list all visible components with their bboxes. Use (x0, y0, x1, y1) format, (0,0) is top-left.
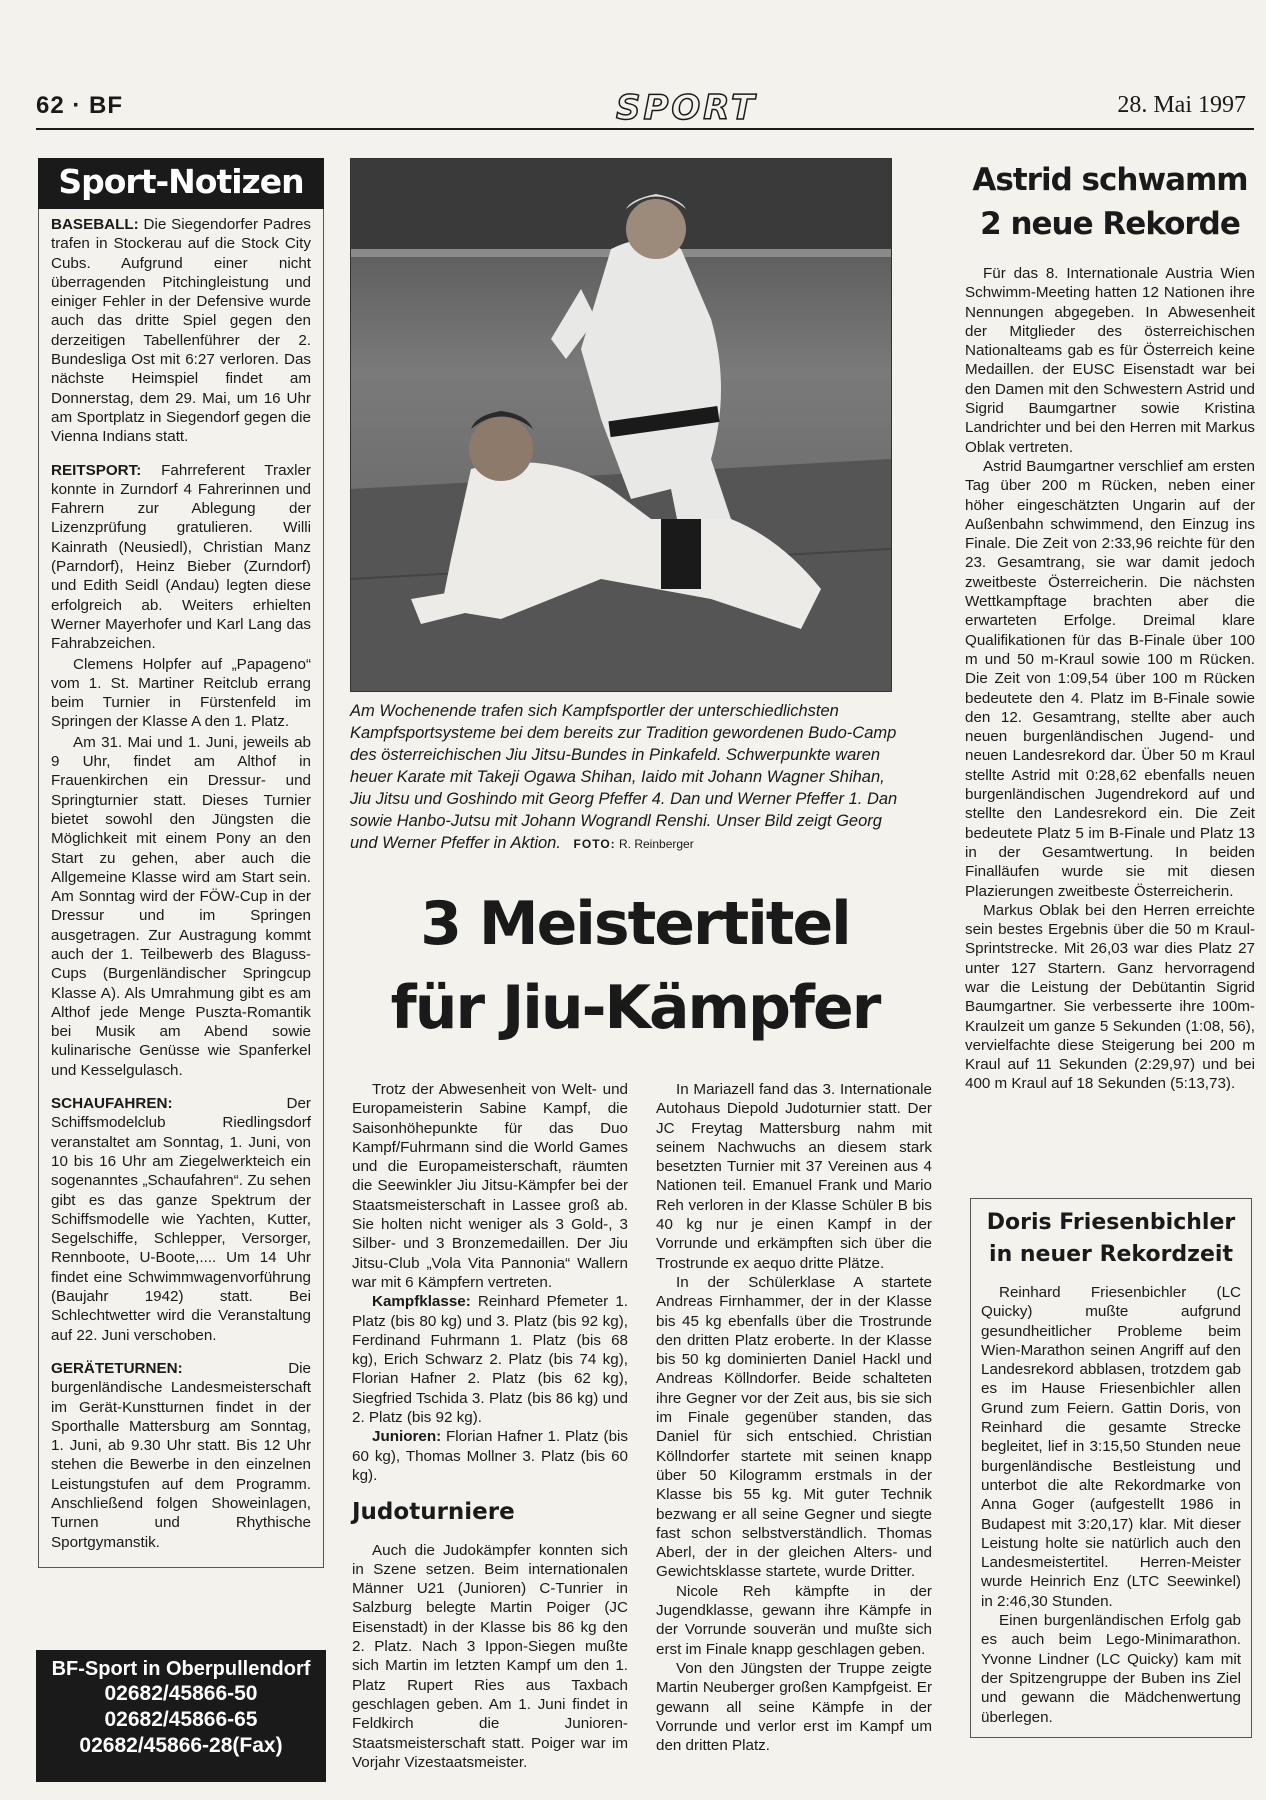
astrid-headline-line-2: 2 neue Rekorde (980, 206, 1240, 242)
doris-paragraph-2: Einen burgenländischen Erfolg gab es auch beim Lego-Minimarathon. Yvonne Lindner (LC Quicky) kam mit der Spitzengruppe der Buben ins Ziel und gewann die Mädchenwertung überlegen. (981, 1612, 1241, 1726)
kampfklasse-text: Reinhard Pfemeter 1. Platz (bis 80 kg) und 3. Platz (bis 92 kg), Ferdinand Fuhrmann 1. Platz (bis 68 kg), Erich Schwarz 2. Platz (bis 74 kg), Florian Hafner 2. Platz (bis 62 kg), Siegfried Tschida 3. Platz (bis 86 kg) und 2. Platz (bis 92 kg). (352, 1293, 628, 1427)
main-paragraph-5: Nicole Reh kämpfte in der Jugendklasse, gewann ihre Kämpfe in der Vorrunde souverän und mußte sich erst im Finale knapp geschlagen geben. (656, 1582, 932, 1658)
issue-date: 28. Mai 1997 (1117, 92, 1246, 118)
main-article-column-1 (352, 1080, 628, 1772)
reitsport-notice (51, 461, 311, 654)
astrid-article (965, 158, 1255, 1094)
astrid-body (965, 264, 1255, 1094)
main-headline-line-1: 3 Meistertitel (420, 889, 850, 959)
main-headline (340, 882, 930, 1050)
baseball-notice (51, 215, 311, 447)
doris-body (981, 1283, 1241, 1727)
baseball-text: Die Siegendorfer Padres trafen in Stockerau auf die Stock City Cubs. Aufgrund einer nicht überragenden Pitchingleistung und einiger Fehler in der Defensive wurde auch das dritte Spiel gegen den derzeitigen Tabellenführer der 2. Bundesliga Ost mit 6:27 verloren. Das nächste Heimspiel findet am Donnerstag, dem 29. Mai, um 16 Uhr am Sportplatz in Siegendorf gegen die Vienna Indians statt. (51, 216, 311, 446)
geraeteturnen-notice (51, 1359, 311, 1552)
junioren-paragraph (352, 1427, 628, 1485)
main-headline-line-2: für Jiu-Kämpfer (390, 973, 880, 1043)
doris-headline-line-1: Doris Friesenbichler (986, 1210, 1236, 1235)
caption-text: Am Wochenende trafen sich Kampfsportler der unterschiedlichsten Kampfsportsysteme bei dem bereits zur Tradition gewordenen Budo-Camp des österreichischen Jiu Jitsu-Bundes in Pinkafeld. Schwerpunkte waren heuer Karate mit Takeji Ogawa Shihan, Iaido mit Johann Wagner Shihan, Jiu Jitsu und Goshindo mit Georg Pfeffer 4. Dan und Werner Pfeffer 1. Dan sowie Hanbo-Jutsu mit Johann Wograndl Renshi. Unser Bild zeigt Georg und Werner Pfeffer in Aktion. (350, 702, 898, 852)
junioren-text: Florian Hafner 1. Platz (bis 60 kg), Thomas Mollner 3. Platz (bis 60 kg). (352, 1428, 628, 1484)
schaufahren-text: Der Schiffsmodelclub Riedlingsdorf veranstaltet am Sonntag, 1. Juni, von 10 bis 16 Uhr am Ziegelwerkteich ein sogenanntes „Schaufahren“. Zu sehen gibt es das ganze Spektrum der Schiffsmodelle wie Yachten, Kutter, Segelschiffe, Schlepper, Versorger, Rennboote, U-Boote,.... Um 14 Uhr findet eine Schwimmwagenvorführung (Baujahr 1942) statt. Bei Schlechtwetter wird die Veranstaltung auf 22. Juni verschoben. (51, 1095, 311, 1344)
reitsport-paragraph-3: Am 31. Mai und 1. Juni, jeweils ab 9 Uhr, findet am Althof in Frauenkirchen ein Dressur- und Springturnier statt. Dieses Turnier bietet sowohl den Jüngsten die Möglichkeit mit einem Pony an den Start zu gehen, aber auch die Allgemeine Klasse wird am Start sein. Am Sonntag wird der FÖW-Cup in der Dressur und im Springen ausgetragen. Zur Austragung kommt auch der 1. Teilbewerb des Blaguss-Cups (Burgenländischer Springcup Klasse A). Als Umrahmung gibt es am Althof jede Menge Puszta-Romantik bei Musik am Abend sowie kulinarische Genüsse wie Spanferkel und Kesselgulasch. (51, 733, 311, 1079)
page-header (36, 88, 1246, 128)
sport-notizen-column (38, 158, 324, 1568)
kampfklasse-paragraph (352, 1292, 628, 1427)
main-paragraph-6: Von den Jüngsten der Truppe zeigte Martin Neuberger großen Kampfgeist. Er gewann all seine Kämpfe in der Vorrunde und verlor erst im Kampf um den dritten Platz. (656, 1659, 932, 1755)
junioren-keyword: Junioren: (372, 1428, 442, 1446)
doris-headline (981, 1207, 1241, 1271)
photo-caption (350, 700, 910, 855)
contact-box (36, 1650, 326, 1782)
doris-paragraph-1: Reinhard Friesenbichler (LC Quicky) mußte aufgrund gesundheitlicher Probleme beim Wien-Marathon seinen Angriff auf den Landesrekord abblasen, trotzdem gab es im Hause Friesenbichler allen Grund zum Feiern. Gattin Doris, von Reinhard die gesamte Strecke begleitet, lief in 3:15,50 Stunden neue burgenländische Bestleistung und unterbot die alte Rekordmarke von Anna Goger (aufgestellt 1986 in Budapest mit 3:20,17) klar. Mit dieser Leistung holte sie natürlich auch den Landesmeistertitel. Herren-Meister wurde Heinrich Enz (LTC Seewinkel) in 2:46,30 Stunden. (981, 1284, 1241, 1610)
contact-title: BF-Sport in Oberpullendorf (51, 1658, 311, 1680)
photo-credit (574, 837, 694, 851)
doris-article-box (970, 1198, 1252, 1738)
section-title: SPORT (616, 88, 758, 128)
doris-headline-line-2: in neuer Rekordzeit (989, 1242, 1233, 1267)
contact-phone-1: 02682/45866-50 (104, 1682, 258, 1705)
credit-name: R. Reinberger (619, 837, 694, 851)
geraeteturnen-keyword: GERÄTETURNEN: (51, 1359, 183, 1377)
header-rule (36, 128, 1254, 130)
judoturniere-subhead: Judoturniere (352, 1499, 515, 1526)
main-article-column-2 (656, 1080, 932, 1755)
reitsport-text: Fahrreferent Traxler konnte in Zurndorf 4 Fahrerinnen und Fahrern zur Ablegung der Lizenzprüfung gratulieren. Willi Kainrath (Neusiedl), Christian Manz (Parndorf), Heinz Bieber (Zurndorf) und Edith Seidl (Andau) legten diese erfolgreich ab. Weiters erhielten Werner Mayerhofer und Karl Lang das Fahrabzeichen. (51, 461, 311, 653)
contact-fax: 02682/45866-28(Fax) (79, 1734, 283, 1757)
schaufahren-keyword: SCHAUFAHREN: (51, 1095, 173, 1113)
main-paragraph-4: In der Schülerklase A startete Andreas Firnhammer, der in der Klasse bis 45 kg ebenfalls über die Trostrunde den dritten Platz eroberte. In der Klasse bis 50 kg dominierten Daniel Hackl und Andreas Köllndorfer. Beide schalteten ihre Gegner vor der Zeit aus, bis sie sich im Finale gegenüber standen, das Daniel für sich entschied. Christian Köllndorfer startete mit seinen knapp über 50 Kilogramm erstmals in der Klasse bis 55 kg. Mit guter Technik bezwang er all seine Gegner und siegte fast schon selbstverständlich. Thomas Aberl, der in der gleichen Alters- und Gewichtsklasse startete, wurde Dritter. (656, 1273, 932, 1581)
sport-notizen-title: Sport-Notizen (38, 158, 324, 209)
reitsport-keyword: REITSPORT: (51, 461, 142, 479)
photo-illustration (351, 159, 891, 691)
reitsport-paragraph-2: Clemens Holpfer auf „Papageno“ vom 1. St. Martiner Reitclub errang beim Turnier in Fürstenfeld im Springen der Klasse A den 1. Platz. (51, 655, 311, 731)
main-paragraph-2: Auch die Judokämpfer konnten sich in Szene setzen. Beim internationalen Männer U21 (Junioren) C-Tunrier in Salzburg belegte Martin Poiger (JC Eisenstadt) in der Klasse bis 86 kg den 2. Platz. Nach 3 Ippon-Siegen mußte sich Martin im letzten Kampf um den 1. Platz Rupert Ries aus Taxbach geschlagen geben. Am 1. Juni findet in Feldkirch die Junioren-Staatsmeisterschaft statt. Poiger war im Vorjahr Vizestaatsmeister. (352, 1541, 628, 1771)
astrid-headline-line-1: Astrid schwamm (972, 162, 1248, 198)
astrid-paragraph-1: Für das 8. Internationale Austria Wien Schwimm-Meeting hatten 12 Nationen ihre Nennungen abgegeben. In Abwesenheit der Mitglieder des österreichischen Nationalteams gab es für Österreich keine Medaillen. der EUSC Eisenstadt war bei den Damen mit den Schwestern Astrid und Sigrid Baumgartner sowie Kristina Landrichter und bei den Herren mit Markus Oblak vertreten. (965, 265, 1255, 456)
contact-phone-2: 02682/45866-65 (104, 1708, 258, 1731)
geraeteturnen-text: Die burgenländische Landesmeisterschaft im Gerät-Kunstturnen findet in der Sporthalle Mattersburg am Sonntag, 1. Juni, ab 9.30 Uhr statt. Bis 12 Uhr stehen die Bewerbe in den einzelnen Leistungstufen auf dem Programm. Anschließend folgen Showeinlagen, Turnen und Rhythische Sportgymanstik. (51, 1359, 311, 1551)
baseball-keyword: BASEBALL: (51, 216, 139, 233)
astrid-paragraph-3: Markus Oblak bei den Herren erreichte sein bestes Ergebnis über die 50 m Kraul-Sprintstrecke. Mit 26,03 war dies Platz 27 unter 127 Startern. Ganz hervorragend war die Leistung der Debütantin Sigrid Baumgartner. Sie verbesserte ihre 100m-Kraulzeit um ganze 5 Sekunden (1:08, 56), vervielfachte diese Steigerung bei 200 m Kraul auf 11 Sekunden (2:29,97) und bei 400 m Kraul auf 18 Sekunden (5:13,73). (965, 901, 1255, 1093)
jiu-jitsu-photo (350, 158, 892, 692)
page-number: 62 · BF (36, 92, 124, 119)
kampfklasse-keyword: Kampfklasse: (372, 1293, 471, 1311)
credit-label: FOTO: (573, 837, 616, 851)
main-paragraph-1: Trotz der Abwesenheit von Welt- und Europameisterin Sabine Kampf, die Saisonhöhepunkte für das Duo Kampf/Fuhrmann sind die World Games und die Europameisterschaft, räumten die Seewinkler Jiu Jitsu-Kämpfer bei der Staatsmeisterschaft in Lassee groß ab. Sie holten nicht weniger als 3 Gold-, 3 Silber- und 3 Bronzemedaillen. Der Jiu Jitsu-Club „Vola Vita Pannonia“ Wallern war mit 6 Kämpfern vertreten. (352, 1081, 628, 1291)
astrid-paragraph-2: Astrid Baumgartner verschlief am ersten Tag über 200 m Rücken, neben einer höher eingeschätzten Ungarin auf der Außenbahn schwimmend, den Einzug ins Finale. Die Zeit von 2:33,96 reichte für den 23. Gesamtrang, sie war damit jedoch zweitbeste Österreicherin. Die nächsten Wettkampftage brachten aber die erwarteten Erfolge. Dreimal klare Qualifikationen für das B-Finale über 100 m und 50 m-Kraul sowie 100 m Rücken. Die Zeit von 1:09,54 über 100 m Rücken bedeutete den 4. Platz im B-Finale sowie den 12. Gesamtrang, stellte aber auch neuen burgenländischen Jugend- und neuen Landesrekord dar. Über 50 m Kraul stellte Astrid mit 0:28,62 ebenfalls neuen burgenländischen Jugendrekord auf und stellte den Landesrekord ein. Die Zeit bedeutete Platz 5 im B-Finale und Platz 13 in der Gesamtwertung. In beiden Finalläufen wurde sie mit diesen Plazierungen zweitbeste Österreicherin. (965, 457, 1255, 900)
schaufahren-notice (51, 1094, 311, 1345)
astrid-headline (965, 158, 1255, 246)
sport-notizen-box (38, 209, 324, 1568)
main-paragraph-3: In Mariazell fand das 3. Internationale Autohaus Diepold Judoturnier statt. Der JC Freytag Mattersburg nahm mit seinem Nachwuchs an diesem stark besetzten Turnier mit 37 Vereinen aus 4 Nationen teil. Emanuel Frank und Mario Reh verloren in der Klasse Schüler B bis 40 kg nur je einen Kampf in der Vorrunde und erkämpften sich über die Trostrunde ex aequo dritte Plätze. (656, 1081, 932, 1272)
